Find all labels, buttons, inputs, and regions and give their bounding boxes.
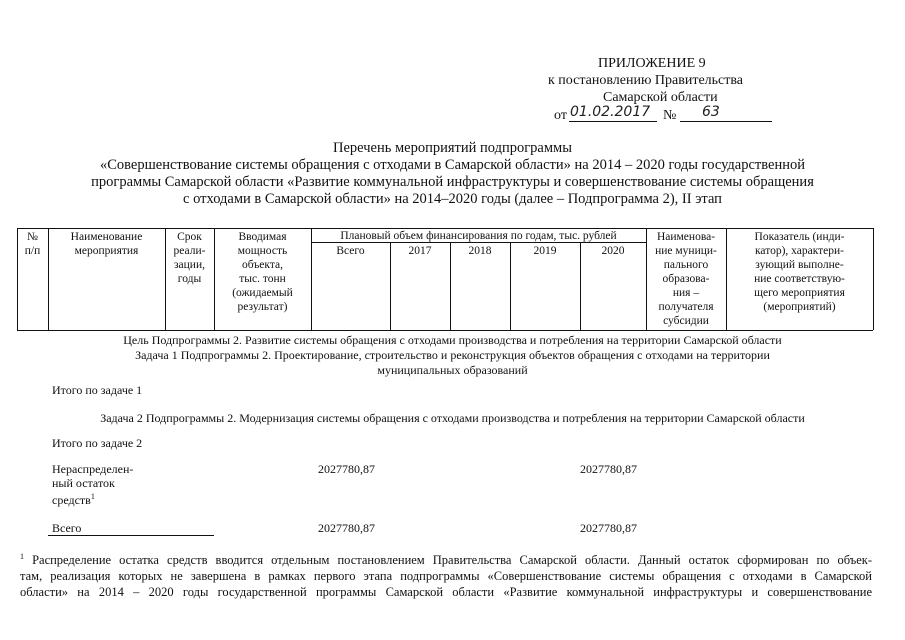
date-prefix: от	[554, 108, 567, 123]
number-value: 63	[702, 104, 720, 120]
doc-title-line1: Перечень мероприятий подпрограммы	[333, 140, 572, 156]
goal-row: Цель Подпрограммы 2. Развитие системы обращения с отходами производства и потребления на территории Самарской области	[123, 333, 782, 347]
col-municipality-header: Наименова- ние муници- пального образова- ния – получателя субсидии	[655, 231, 717, 327]
appendix-line3: Самарской области	[603, 90, 718, 105]
col-indicator-header: Показатель (инди- катор), характери- зующий выполне- ние соответствую- щего мероприятия (мероприятий)	[754, 231, 845, 313]
col-name-header: Наименование мероприятия	[70, 231, 143, 257]
number-underline	[680, 121, 772, 122]
col-finance-header: Плановый объем финансирования по годам, тыс. рублей	[340, 230, 617, 242]
col-year-2017: 2017	[408, 245, 432, 257]
total-label: Всего	[52, 521, 82, 535]
doc-title-line3: программы Самарской области «Развитие коммунальной инфраструктуры и совершенствование системы обращения	[91, 174, 814, 190]
number-prefix: №	[663, 108, 677, 123]
appendix-label: ПРИЛОЖЕНИЕ 9	[598, 56, 706, 71]
undistributed-label: Нераспределен- ный остаток средств$^1$	[52, 462, 134, 507]
date-value: 01.02.2017	[570, 104, 651, 120]
task2-row: Задача 2 Подпрограммы 2. Модернизация системы обращения с отходами производства и потребления на территории Самарской области	[100, 411, 805, 425]
doc-title-line2: «Совершенствование системы обращения с отходами в Самарской области» на 2014 – 2020 годы государственной	[100, 157, 805, 173]
task1-total-row: Итого по задаче 1	[52, 383, 143, 397]
task1-row-cont: муниципальных образований	[377, 363, 528, 377]
total-underline	[48, 535, 214, 536]
footnote: $^1$ Распределение остатка средств вводится отдельным постановлением Правительства Самарской области. Данный остаток сформирован по объек- там, реализация которых не завершена в рамках первого этапа подпрограммы «Совершенствование системы обращения с отходами в Самарской области» на 2014 – 2020 годы государственной программы Самарской области «Развитие коммунальной инфраструктуры и совершенствование	[20, 552, 872, 600]
footnote-ref: 1	[90, 492, 95, 501]
appendix-line2: к постановлению Правительства	[548, 73, 744, 88]
col-term-header: Срок реали- зации, годы	[173, 231, 206, 285]
col-year-2018: 2018	[468, 245, 492, 257]
date-underline	[569, 121, 657, 122]
col-year-2020: 2020	[601, 245, 625, 257]
doc-title-line4: с отходами в Самарской области» на 2014–2020 годы (далее – Подпрограмма 2), II этап	[183, 191, 722, 207]
task1-row: Задача 1 Подпрограммы 2. Проектирование, строительство и реконструкция объектов обращения с отходами на территории	[135, 348, 770, 362]
total-total: 2027780,87	[318, 521, 375, 535]
footnote-mark: 1	[20, 552, 24, 561]
task2-total-row: Итого по задаче 2	[52, 436, 143, 450]
undistributed-2020: 2027780,87	[580, 462, 637, 476]
col-capacity-header: Вводимая мощность объекта, тыс. тонн (ожидаемый результат)	[232, 231, 293, 313]
undistributed-total: 2027780,87	[318, 462, 375, 476]
col-total-header: Всего	[336, 245, 365, 257]
col-year-2019: 2019	[533, 245, 557, 257]
total-2020: 2027780,87	[580, 521, 637, 535]
col-num-header: № п/п	[24, 231, 41, 257]
